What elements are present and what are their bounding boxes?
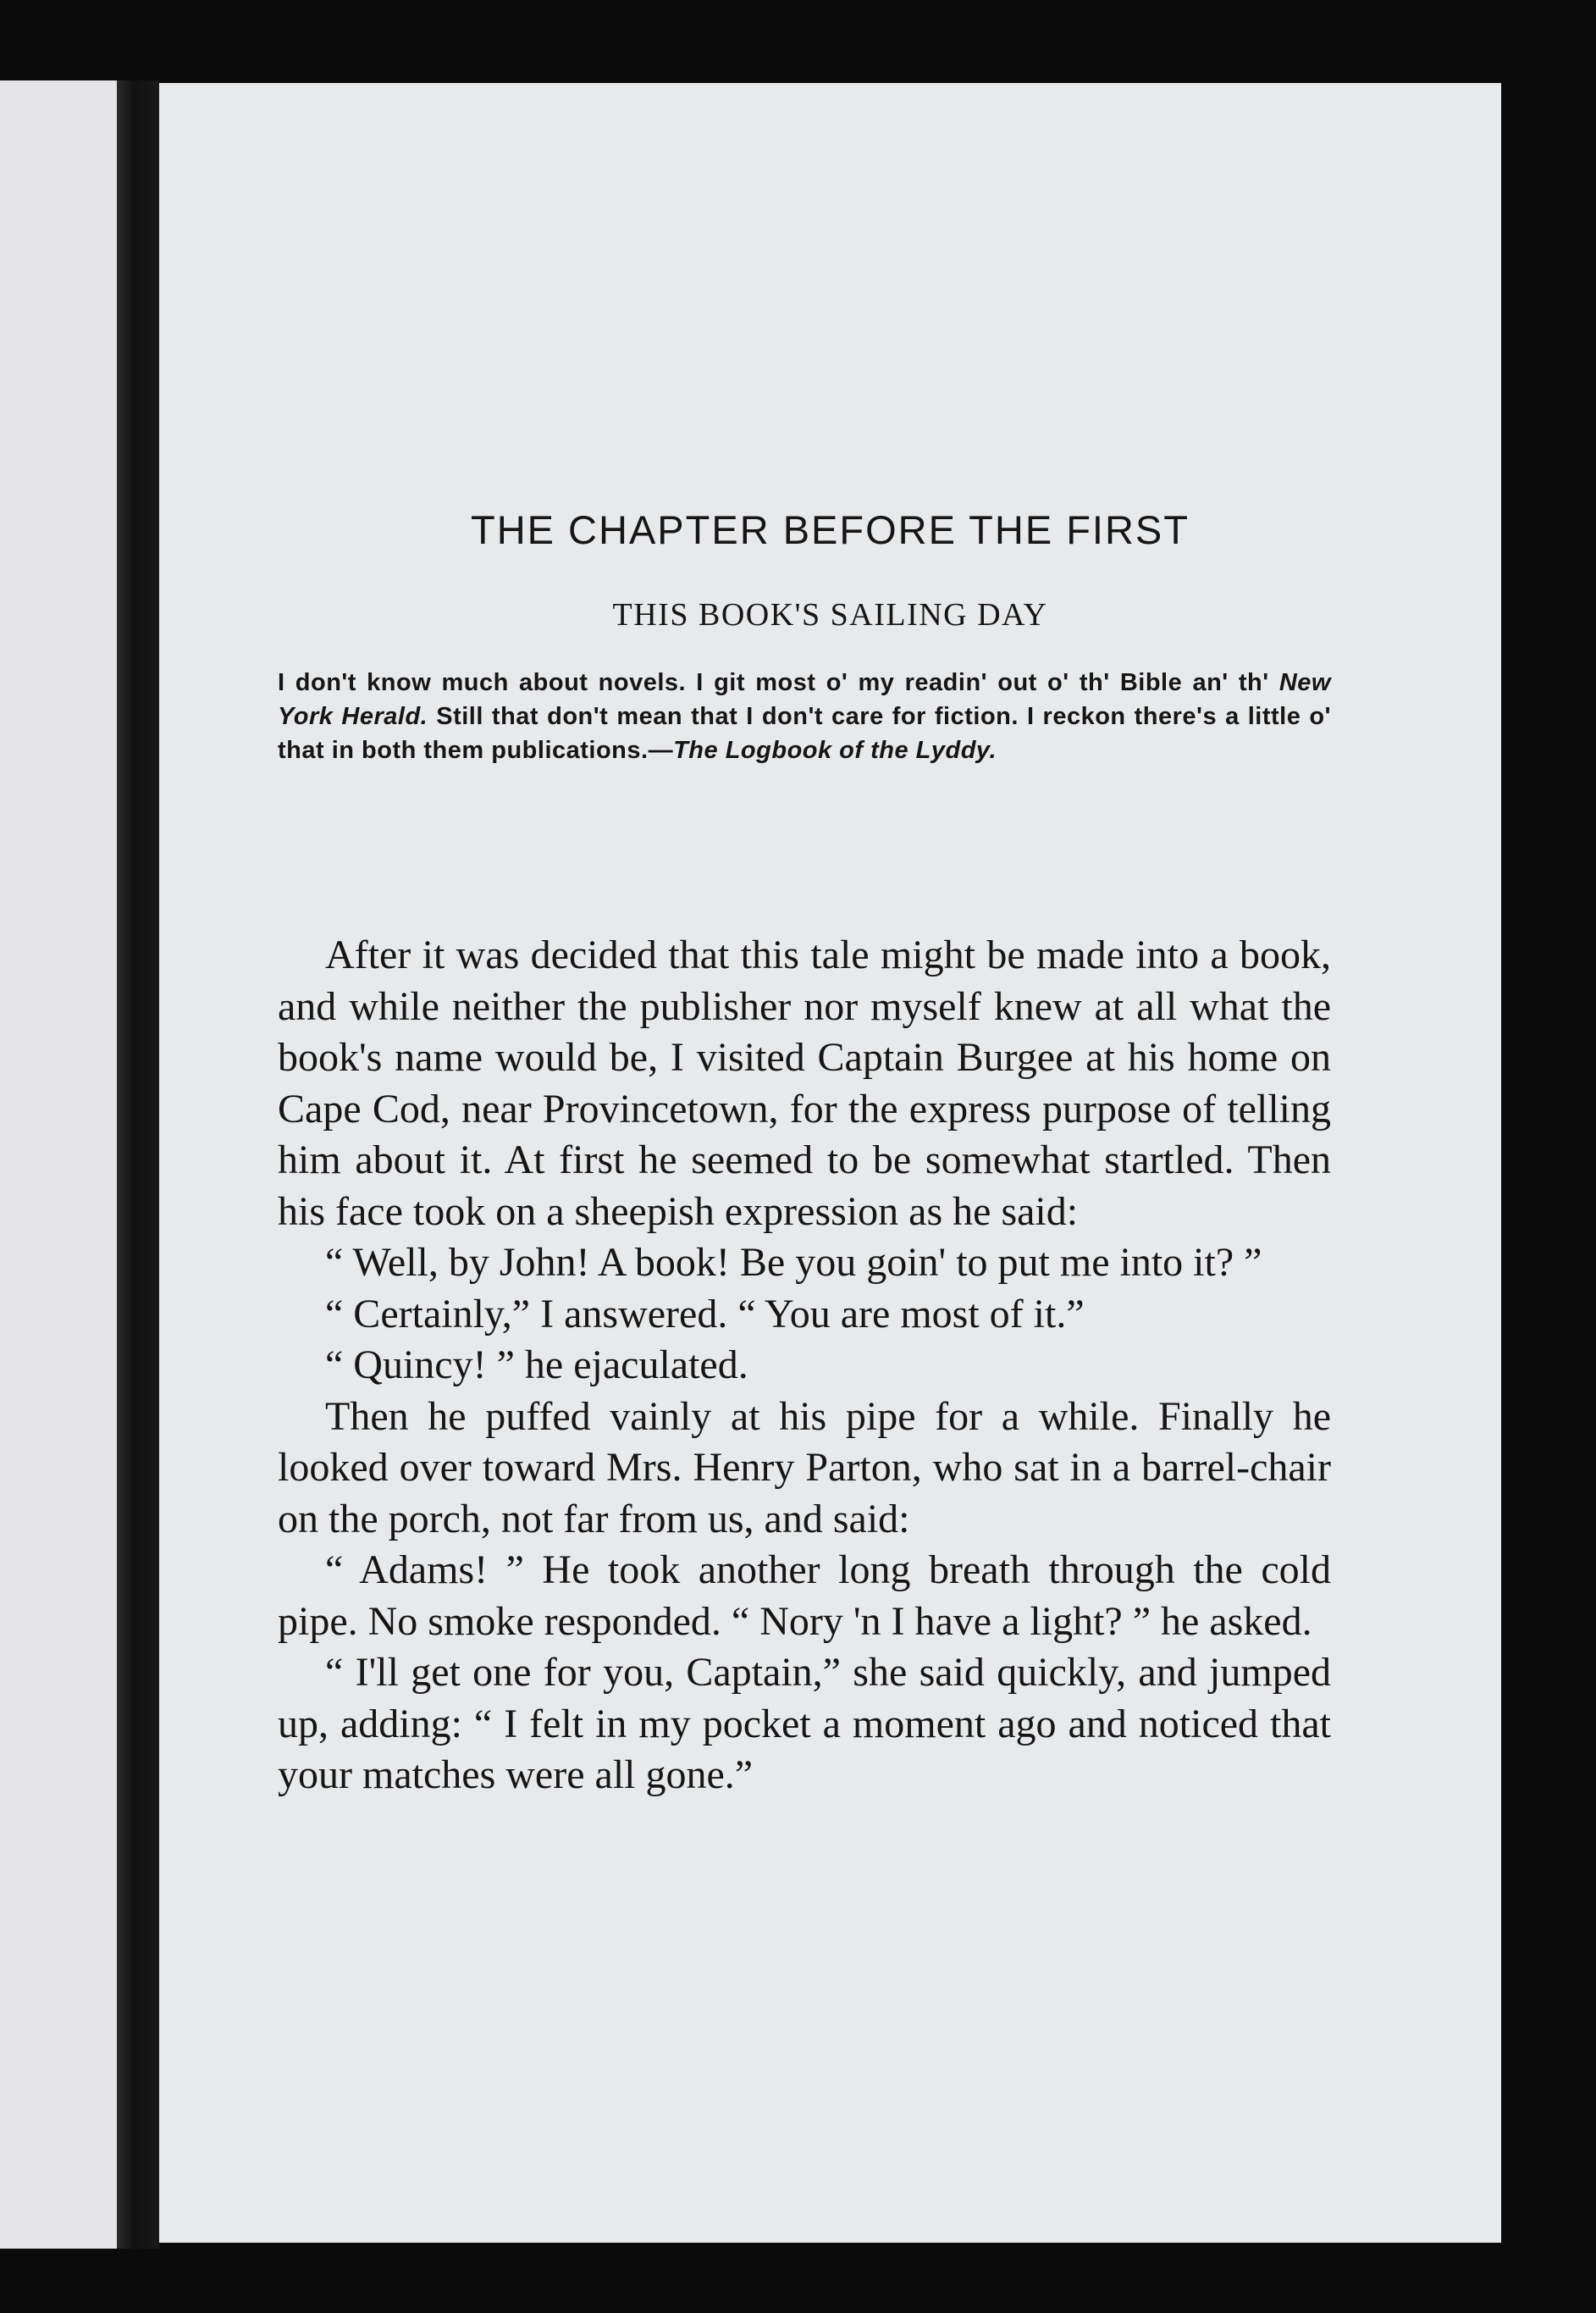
epigraph-text: Still that don't mean that I don't care for fiction. I reckon there's a little o' that in both them publications.— <box>278 703 1331 764</box>
epigraph-attribution: The Logbook of the Lyddy. <box>673 737 997 764</box>
chapter-title: THE CHAPTER BEFORE THE FIRST <box>471 507 1190 552</box>
paragraph: “ Quincy! ” he ejaculated. <box>325 1342 748 1387</box>
book-gutter <box>117 80 159 2249</box>
paragraph: “ I'll get one for you, Captain,” she said quickly, and jumped up, adding: “ I felt in my pocket a moment ago and noticed that your matches were all gone.” <box>278 1650 1331 1797</box>
epigraph-newspaper-title: New York Herald. <box>278 669 1331 730</box>
paragraph: “ Certainly,” I answered. “ You are most of it.” <box>325 1291 1085 1336</box>
chapter-subtitle: THIS BOOK'S SAILING DAY <box>612 597 1048 633</box>
paragraph: After it was decided that this tale might be made into a book, and while neither the publisher nor myself knew at all what the book's name would be, I visited Captain Burgee at his home on Cape Cod, near Provincetown, for the express purpose of telling him about it. At first he seemed to be somewhat startled. Then his face took on a sheepish expression as he said: <box>278 932 1331 1234</box>
body-text <box>278 930 1331 1801</box>
paragraph: “ Well, by John! A book! Be you goin' to put me into it? ” <box>325 1240 1262 1285</box>
epigraph-text: I don't know much about novels. I git most o' my readin' out o' th' Bible an' th' <box>278 669 1279 696</box>
facing-page-edge <box>0 80 119 2249</box>
paragraph: Then he puffed vainly at his pipe for a while. Finally he looked over toward Mrs. Henry Parton, who sat in a barrel-chair on the porch, not far from us, and said: <box>278 1393 1331 1541</box>
paragraph: “ Adams! ” He took another long breath through the cold pipe. No smoke responded. “ Nory 'n I have a light? ” he asked. <box>278 1547 1331 1644</box>
epigraph <box>278 666 1331 767</box>
book-page <box>159 83 1501 2243</box>
